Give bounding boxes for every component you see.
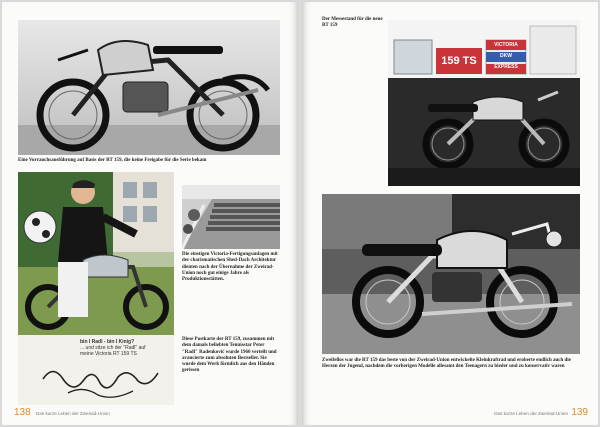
- rt159-motorcycle-photo: [322, 194, 580, 354]
- brand-dkw: DKW: [500, 53, 512, 59]
- left-page: [2, 2, 298, 425]
- fair-stand-photo: [388, 20, 580, 186]
- factory-aerial-photo: [182, 185, 280, 249]
- postcard-photo: [18, 172, 174, 335]
- left-running-head: Das kurze Leben der Zweirad-Union: [36, 411, 110, 416]
- rt159-caption: Zweifellos war die RT 159 das beste von der Zweirad-Union entwickelte Kleinkraftrad und eroberte endlich auch die Herzen der Jugend, nachdem die vorherigen Modelle allesamt den Teenagern zu bieder und zu konservativ waren: [322, 358, 571, 370]
- postcard-line-1: bin I Radl - bin I Kinig?: [80, 339, 135, 345]
- right-page: [302, 2, 598, 425]
- right-page-number: 139: [571, 407, 588, 418]
- postcard-signature-card: [18, 335, 174, 405]
- prototype-motorcycle-photo: [18, 20, 280, 155]
- brand-victoria: VICTORIA: [494, 42, 518, 48]
- postcard-line-3: meine Victoria RT 159 TS: [80, 351, 137, 357]
- factory-caption: Die einstigen Victoria-Fertigungsanlagen mit der charismatischen Shed-Dach Architektur dienten nach der Übernahme der Zweirad-Union noch gut einige Jahre als Produktionsstätten.: [182, 252, 278, 283]
- prototype-caption: Eine Vorrauchsausführung auf Basis der RT 159, die keine Freigabe für die Serie bekam: [18, 158, 207, 163]
- postcard-caption: Diese Postkarte der RT 159, zusammen mit dem damals beliebten Tennisstar Peter "Radl" Radenković wurde 1960 verteilt und avancierte zum absoluten Bestseller. Sie wurde dem Werk förmlich aus den Händen gerissen: [182, 337, 277, 374]
- right-running-head: Das kurze Leben der Zweirad-Union: [494, 411, 568, 416]
- fair-banner-label: 159 TS: [441, 55, 477, 67]
- postcard-line-2: ... und sitze ich der "Radl" auf: [80, 345, 146, 351]
- left-page-number: 138: [14, 407, 31, 418]
- fair-caption: Der Messestand für die neue RT 159: [322, 17, 383, 29]
- signature-scribble: [38, 359, 163, 403]
- brand-express: EXPRESS: [494, 64, 518, 70]
